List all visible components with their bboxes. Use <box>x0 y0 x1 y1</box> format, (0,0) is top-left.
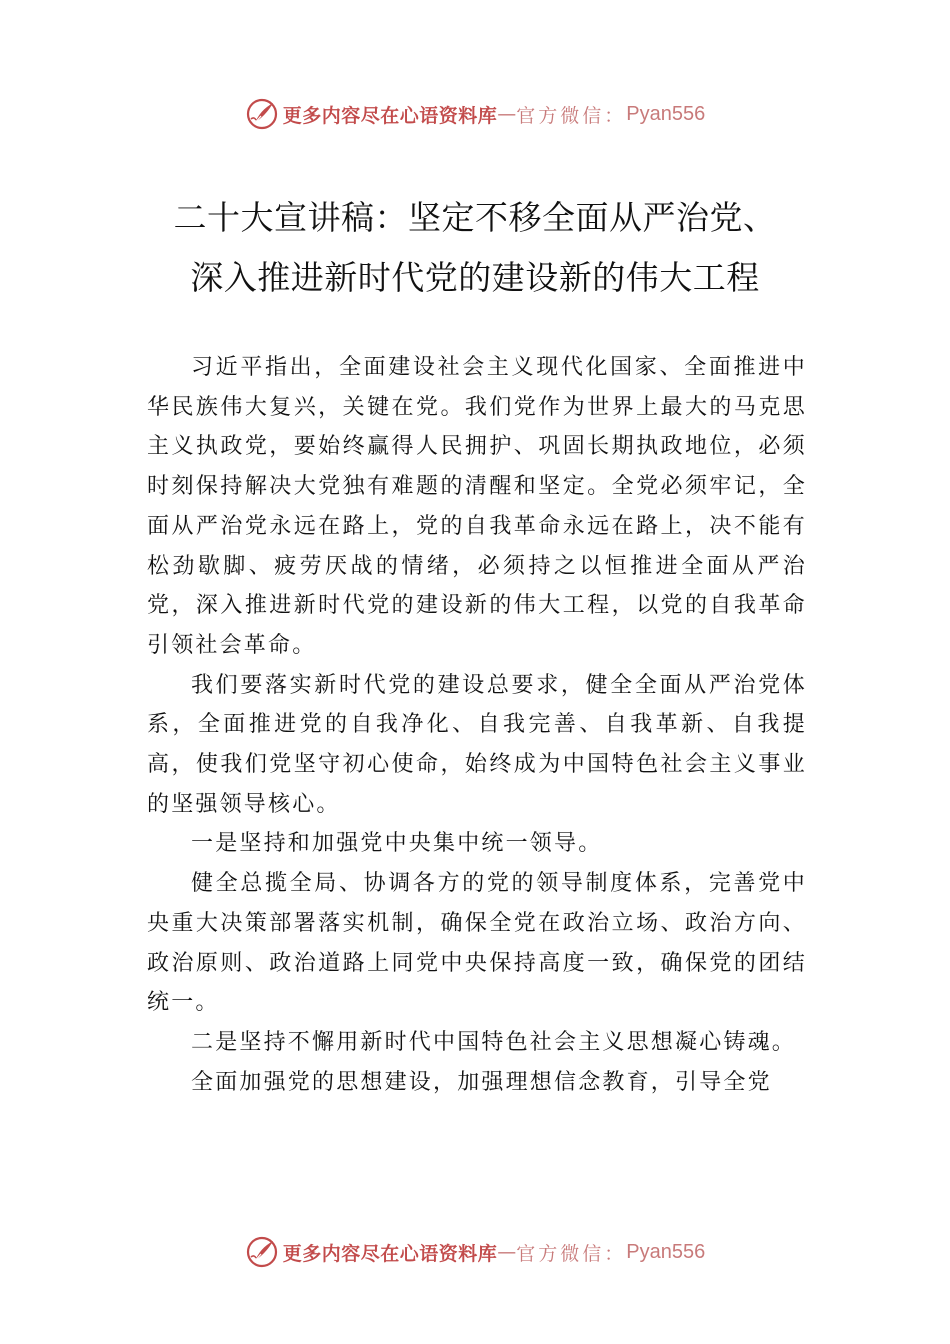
document-title <box>0 188 950 308</box>
heading-point-one: 一是坚持和加强党中央集中统一领导。 <box>191 831 603 857</box>
title-line-1: 二十大宣讲稿：坚定不移全面从严治党、 <box>173 198 777 237</box>
wechat-label: 官方微信： <box>516 104 627 127</box>
banner-separator: — <box>497 103 517 125</box>
wechat-id: Pyan556 <box>626 1240 706 1263</box>
paragraph-requirements: 我们要落实新时代党的建设总要求，健全全面从严治党体系，全面推进党的自我净化、自我完善、自我革新、自我提高，使我们党坚守初心使命，始终成为中国特色社会主义事业的坚强领导核心。 <box>147 672 807 817</box>
library-text: 更多内容尽在心语资料库 <box>282 104 498 127</box>
paragraph-point-two: 全面加强党的思想建设，加强理想信念教育，引导全党 <box>191 1069 772 1095</box>
library-text: 更多内容尽在心语资料库 <box>282 1242 498 1265</box>
feather-pen-logo-icon <box>245 1235 279 1269</box>
title-line-2: 深入推进新时代党的建设新的伟大工程 <box>190 258 760 297</box>
header-watermark-content <box>245 97 706 131</box>
footer-watermark-content <box>245 1235 706 1269</box>
heading-point-two: 二是坚持不懈用新时代中国特色社会主义思想凝心铸魂。 <box>191 1029 797 1055</box>
feather-pen-logo-icon <box>245 97 279 131</box>
document-body <box>147 348 807 1102</box>
paragraph-point-one: 健全总揽全局、协调各方的党的领导制度体系，完善党中央重大决策部署落实机制，确保全党在政治立场、政治方向、政治原则、政治道路上同党中央保持高度一致，确保党的团结统一。 <box>147 871 807 1016</box>
footer-watermark <box>0 1232 950 1272</box>
wechat-id: Pyan556 <box>626 102 706 125</box>
header-watermark <box>0 94 950 134</box>
paragraph-intro: 习近平指出，全面建设社会主义现代化国家、全面推进中华民族伟大复兴，关键在党。我们党作为世界上最大的马克思主义执政党，要始终赢得人民拥护、巩固长期执政地位，必须时刻保持解决大党独有难题的清醒和坚定。全党必须牢记，全面从严治党永远在路上，党的自我革命永远在路上，决不能有松劲歇脚、疲劳厌战的情绪，必须持之以恒推进全面从严治党，深入推进新时代党的建设新的伟大工程，以党的自我革命引领社会革命。 <box>147 355 807 658</box>
wechat-label: 官方微信： <box>516 1242 627 1265</box>
banner-separator: — <box>497 1241 517 1263</box>
